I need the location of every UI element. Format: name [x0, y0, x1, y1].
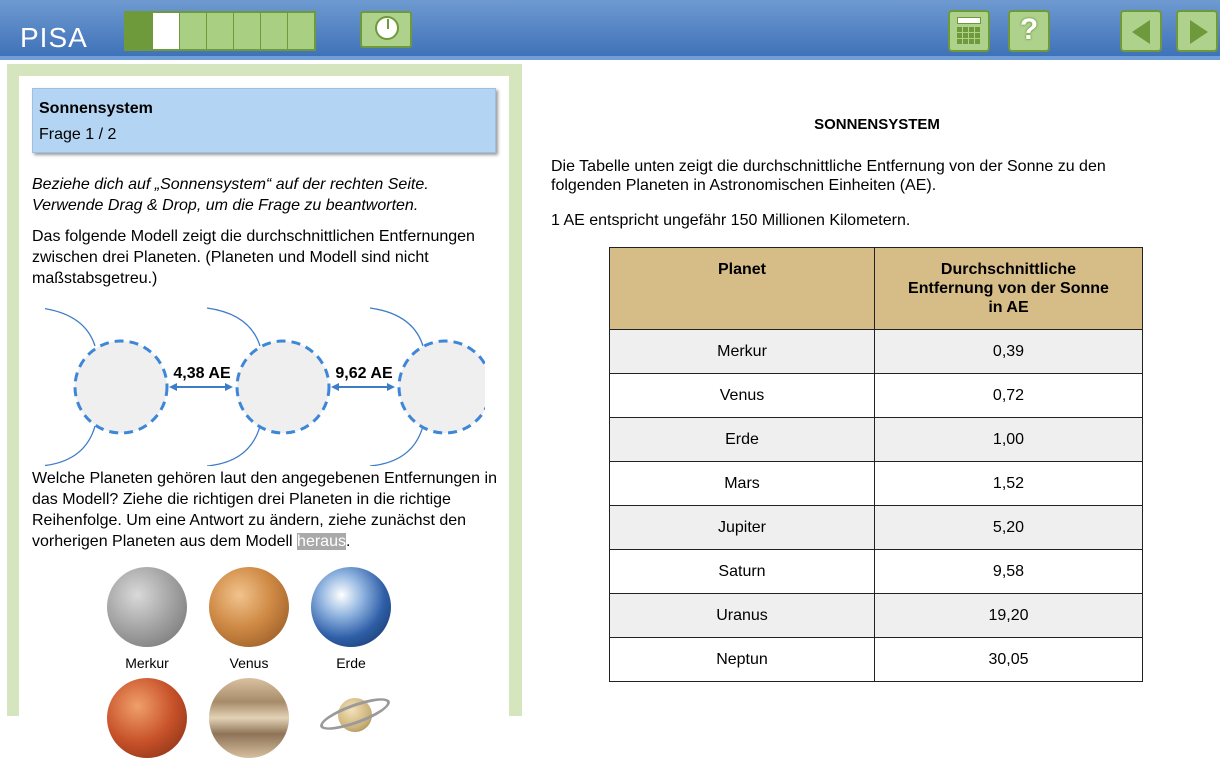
cell-planet: Neptun [610, 638, 875, 682]
help-icon: ? [1019, 13, 1039, 46]
table-row [610, 550, 1143, 594]
cell-planet: Jupiter [610, 506, 875, 550]
cell-planet: Erde [610, 418, 875, 462]
distance-label-2: 9,62 AE [335, 365, 393, 382]
drop-zone-1[interactable] [75, 341, 167, 433]
planet-venus-draggable[interactable] [209, 567, 289, 647]
progress-segment [234, 13, 260, 49]
distance-label-1: 4,38 AE [173, 365, 231, 382]
calculator-button[interactable] [948, 10, 990, 52]
table-row [610, 594, 1143, 638]
arrow-right-icon [1190, 20, 1208, 44]
cell-distance: 1,00 [875, 418, 1143, 462]
question-header [32, 88, 496, 153]
table-row [610, 374, 1143, 418]
cell-planet: Uranus [610, 594, 875, 638]
cell-distance: 0,72 [875, 374, 1143, 418]
previous-button[interactable] [1120, 10, 1162, 52]
cell-planet: Merkur [610, 330, 875, 374]
drop-zone-3[interactable] [399, 341, 485, 433]
pisa-logo: PISA [20, 22, 88, 53]
question-content[interactable] [19, 76, 509, 716]
planet-label-merkur: Merkur [125, 655, 169, 671]
planet-jupiter-draggable[interactable] [209, 678, 289, 758]
highlighted-word: heraus [297, 533, 346, 550]
column-header-planet: Planet [610, 248, 875, 330]
cell-distance: 5,20 [875, 506, 1143, 550]
cell-distance: 19,20 [875, 594, 1143, 638]
orbit-arc [45, 426, 95, 466]
planet-saturn-draggable[interactable] [315, 686, 395, 726]
cell-distance: 9,58 [875, 550, 1143, 594]
top-bar [0, 0, 1220, 60]
planet-label-venus: Venus [229, 655, 269, 671]
cell-distance: 1,52 [875, 462, 1143, 506]
stimulus-title: SONNENSYSTEM [814, 116, 940, 133]
timer-icon[interactable] [360, 11, 412, 48]
orbit-arc [207, 426, 260, 466]
table-row [610, 638, 1143, 682]
drop-zone-2[interactable] [237, 341, 329, 433]
help-button[interactable] [1008, 10, 1050, 52]
progress-segment [126, 13, 152, 49]
cell-distance: 0,39 [875, 330, 1143, 374]
stimulus-text-1: Die Tabelle unten zeigt die durchschnittliche Entfernung von der Sonne zu den folgenden Planeten in Astronomischen Einheiten (AE). [551, 158, 1106, 194]
progress-indicator [124, 11, 316, 51]
intro-text: Das folgende Modell zeigt die durchschnittlichen Entfernungen zwischen drei Planeten. (Planeten und Modell sind nicht maßstabsgetreu.) [32, 228, 475, 287]
planet-merkur-draggable[interactable] [107, 567, 187, 647]
cell-distance: 30,05 [875, 638, 1143, 682]
question-panel [7, 64, 522, 716]
question-number: Frage 1 / 2 [39, 126, 117, 143]
orbit-arc [370, 426, 423, 466]
progress-segment-current [153, 13, 179, 49]
instruction-text: Beziehe dich auf „Sonnensystem“ auf der rechten Seite. Verwende Drag & Drop, um die Frage zu beantworten. [32, 176, 429, 214]
stimulus-panel [527, 64, 1220, 716]
planet-erde-draggable[interactable] [311, 567, 391, 647]
clock-face [375, 16, 399, 40]
task-text: Welche Planeten gehören laut den angegebenen Entfernungen in das Modell? Ziehe die richtigen drei Planeten in die richtige Reihenfolge. Um eine Antwort zu ändern, ziehe zunächst den vorherigen Planeten aus dem Modell heraus. [32, 470, 497, 550]
distance-table [609, 247, 1143, 682]
table-row [610, 462, 1143, 506]
cell-planet: Venus [610, 374, 875, 418]
arrow-left-icon [1132, 20, 1150, 44]
orbit-arc [370, 308, 423, 346]
table-header-row [610, 248, 1143, 330]
next-button[interactable] [1176, 10, 1218, 52]
cell-planet: Saturn [610, 550, 875, 594]
progress-segment [261, 13, 287, 49]
planet-mars-draggable[interactable] [107, 678, 187, 758]
cell-planet: Mars [610, 462, 875, 506]
planet-model-diagram [45, 306, 485, 466]
stimulus-text-2: 1 AE entspricht ungefähr 150 Millionen Kilometern. [551, 212, 911, 229]
orbit-arc [45, 308, 95, 346]
question-title: Sonnensystem [39, 100, 153, 117]
progress-segment [207, 13, 233, 49]
column-header-distance: Durchschnittliche Entfernung von der Sonne in AE [875, 248, 1143, 330]
orbit-arc [207, 308, 260, 346]
progress-segment [288, 13, 314, 49]
table-row [610, 506, 1143, 550]
planet-label-erde: Erde [336, 655, 366, 671]
progress-segment [180, 13, 206, 49]
table-row [610, 330, 1143, 374]
table-row [610, 418, 1143, 462]
